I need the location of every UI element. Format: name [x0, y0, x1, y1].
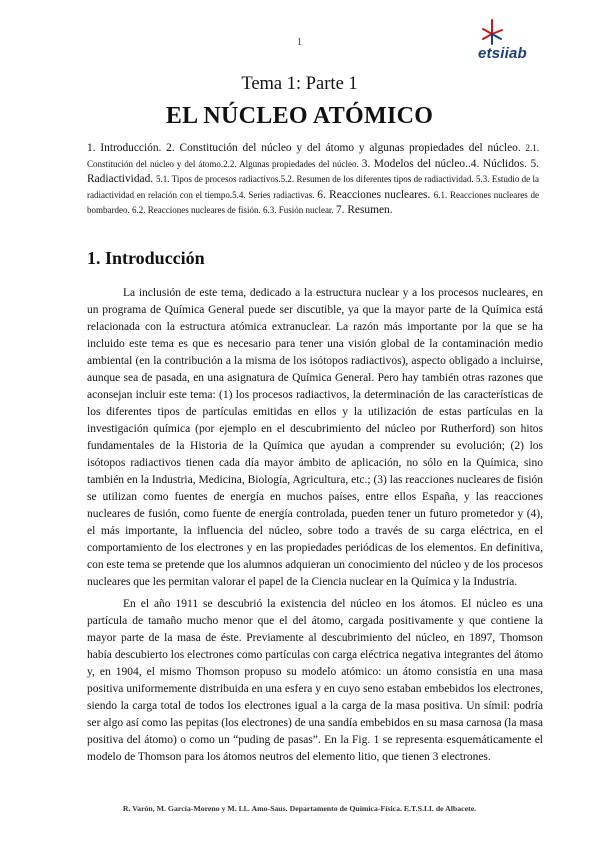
- page-number: 1: [297, 37, 302, 48]
- toc-item: 7. Resumen.: [335, 204, 393, 217]
- toc-item: 3. Modelos del núcleo..4. Núclidos. 5. Radiactividad.: [87, 157, 539, 186]
- toc-item: 6. Reacciones nucleares.: [317, 188, 434, 201]
- page-title: EL NÚCLEO ATÓMICO: [165, 103, 434, 129]
- body-text: [87, 285, 543, 771]
- section-heading: 1. Introducción: [87, 248, 205, 268]
- page-footer: R. Varón, M. García-Moreno y M. Ll.. Amo-Saus. Departamento de Química-Física. E.T.S.I.I. de Albacete.: [122, 804, 477, 813]
- toc-subitem: 5.1. Tipos de procesos radiactivos.5.2. Resumen de los diferentes tipos de radiactividad. 5.3. Estudio de la radiactividad en relación con el tiempo.5.4. Series radiactivas.: [87, 174, 539, 200]
- paragraph: En el año 1911 se descubrió la existencia del núcleo en los átomos. El núcleo es una partícula de tamaño mucho menor que el del átomo, cargada positivamente y que contiene la mayor parte de la masa de éste. Previamente al descubrimiento del núcleo, en 1897, Thomson había descubierto los electrones como partículas con carga eléctrica negativa integrantes del átomo y, en 1904, el mismo Thomson propuso su modelo atómico: un átomo consistía en una masa positiva uniformemente distribuida en una esfera y en cuyo seno estaban embebidos los electrones, siendo la carga total de todos los electrones igual a la carga de la masa positiva. Un símil: podría ser algo así como las pepitas (los electrones) de una sandía embebidos en su masa carnosa (la masa positiva del átomo) o como un “puding de pasas”. En la Fig. 1 se representa esquemáticamente el modelo de Thomson para los átomos neutros del elemento litio, que tienen 3 electrones.: [87, 598, 543, 763]
- etsiiab-logo: [452, 14, 582, 74]
- logo-mark-icon: [452, 14, 582, 74]
- paragraph: La inclusión de este tema, dedicado a la estructura nuclear y a los procesos nucleares, en un programa de Química General puede ser discutible, ya que la mayor parte de la Química está relacionada con la estructura atómica extranuclear. La razón más importante por la que se ha incluido este tema es que es necesario para tener una visión global de la contaminación medio ambiental (en la contribución a la misma de los isótopos radiactivos), aspecto obligado a incluirse, aunque sea de pasada, en una asignatura de Química General. Pero hay también otras razones que aconsejan incluir este tema: (1) los procesos radiactivos, la determinación de las características de los diferentes tipos de partículas emitidas en ellos y la utilización de estas partículas en la investigación química (por ejemplo en el descubrimiento del núcleo por Rutherford) son hitos fundamentales de la Historia de la Química que ayudan a comprender su evolución; (2) los isótopos radiactivos tienen cada día mayor ámbito de aplicación, no sólo en la Química, sino también en la Industria, Medicina, Biología, Agricultura, etc.; (3) las reacciones nucleares de fisión se utilizan como fuentes de energía en muchos países, entre ellos España, y las reacciones nucleares de fusión, como fuente de energía controlada, pueden tener un futuro prometedor y (4), el más importante, la influencia del núcleo, sobre todo a través de su carga eléctrica, en el comportamiento de los electrones y en las propiedades periódicas de los elementos. En definitiva, con este tema se pretende que los alumnos adquieran un conocimiento del núcleo y de los procesos nucleares que les permitan valorar el papel de la Ciencia nuclear en la Química y la Industria.: [87, 287, 544, 588]
- toc-item: 1. Introducción. 2. Constitución del núcleo y del átomo y algunas propiedades del núcleo.: [87, 142, 526, 154]
- toc-subitem: 2.1. Constitución del núcleo y del átomo.2.2. Algunas propiedades del núcleo.: [87, 143, 539, 169]
- toc-subitem: 6.1. Reacciones nucleares de bombardeo. 6.2. Reacciones nucleares de fisión. 6.3. Fusión nuclear.: [87, 189, 540, 216]
- logo-text: etsiiab: [478, 45, 527, 62]
- lesson-part-title: Tema 1: Parte 1: [241, 74, 358, 94]
- table-of-contents: [87, 141, 539, 219]
